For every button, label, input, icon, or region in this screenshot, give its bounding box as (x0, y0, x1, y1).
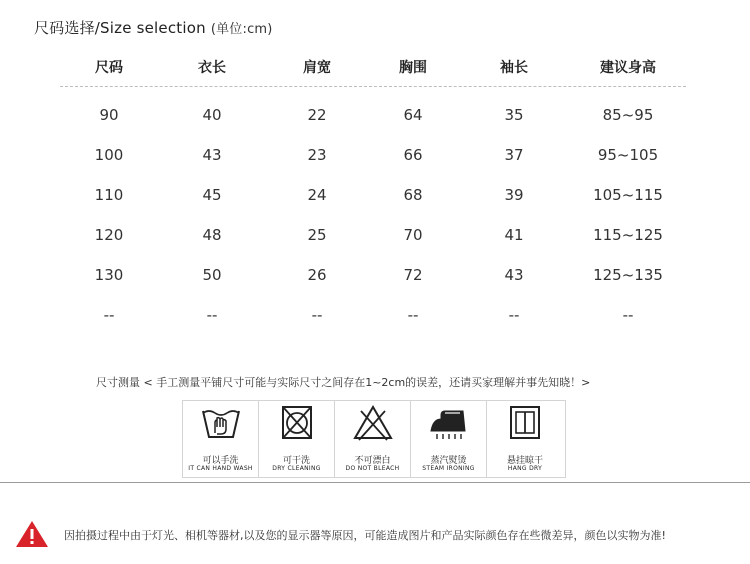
table-cell: 125~135 (593, 266, 663, 284)
care-label-en: STEAM IRONING (422, 465, 475, 472)
table-cell: 110 (94, 186, 124, 204)
table-cell: 85~95 (602, 106, 654, 124)
table-cell: 68 (403, 186, 423, 204)
no-bleach-icon (353, 405, 393, 441)
table-cell: 64 (403, 106, 423, 124)
table-cell: 37 (504, 146, 524, 164)
table-cell: 115~125 (593, 226, 663, 244)
table-cell: 43 (504, 266, 524, 284)
measurement-note: 尺寸测量 < 手工测量平铺尺寸可能与实际尺寸之间存在1~2cm的误差，还请买家理解并事先知晓！> (96, 376, 591, 389)
header-shoulder: 肩宽 (303, 60, 331, 76)
table-cell: 66 (403, 146, 423, 164)
table-cell: 22 (307, 106, 327, 124)
table-row (60, 175, 686, 215)
table-cell: -- (407, 306, 419, 324)
care-item-hang-dry (487, 401, 563, 477)
care-item-dry-clean (259, 401, 335, 477)
page-title (34, 17, 273, 38)
table-cell: 90 (99, 106, 119, 124)
color-disclaimer: 因拍摄过程中由于灯光、相机等器材,以及您的显示器等原因，可能造成图片和产品实际颜色存在些微差异，颜色以实物为准! (64, 529, 666, 542)
table-cell: 35 (504, 106, 524, 124)
table-cell: -- (206, 306, 218, 324)
table-cell: 23 (307, 146, 327, 164)
table-cell: 41 (504, 226, 524, 244)
care-item-no-bleach (335, 401, 411, 477)
header-length: 衣长 (198, 60, 226, 76)
header-separator (60, 86, 686, 87)
care-label-cn: 悬挂晾干 (506, 456, 543, 466)
table-cell: 26 (307, 266, 327, 284)
table-row (60, 255, 686, 295)
care-label-en: DRY CLEANING (272, 465, 321, 472)
title-main: 尺码选择/Size selection (34, 19, 206, 37)
table-cell: 120 (94, 226, 124, 244)
table-cell: 130 (94, 266, 124, 284)
title-unit: (单位:cm) (210, 22, 273, 37)
table-row (60, 215, 686, 255)
table-cell: 24 (307, 186, 327, 204)
section-divider (0, 482, 750, 483)
size-table (60, 50, 686, 335)
care-label-cn: 可干洗 (282, 456, 310, 466)
care-label-en: DO NOT BLEACH (345, 465, 400, 472)
table-cell: 50 (202, 266, 222, 284)
care-label-cn: 不可漂白 (354, 456, 391, 466)
header-size: 尺码 (95, 60, 123, 76)
header-height: 建议身高 (600, 60, 656, 76)
table-cell: -- (508, 306, 520, 324)
table-row (60, 95, 686, 135)
hang-dry-icon (505, 405, 545, 441)
care-label-en: HANG DRY (507, 465, 543, 472)
table-cell: 70 (403, 226, 423, 244)
no-tumble-dry-icon (277, 405, 317, 441)
table-cell: 48 (202, 226, 222, 244)
steam-iron-icon (429, 405, 469, 441)
table-cell: 39 (504, 186, 524, 204)
table-cell: 72 (403, 266, 423, 284)
care-item-hand-wash (183, 401, 259, 477)
table-cell: 43 (202, 146, 222, 164)
table-cell: 105~115 (593, 186, 663, 204)
care-label-cn: 可以手洗 (202, 456, 239, 466)
care-label-en: IT CAN HAND WASH (188, 465, 253, 472)
warning-icon (14, 519, 50, 549)
table-cell: 100 (94, 146, 124, 164)
table-cell: -- (622, 306, 634, 324)
table-row (60, 295, 686, 335)
table-cell: 25 (307, 226, 327, 244)
table-row (60, 135, 686, 175)
table-cell: 95~105 (597, 146, 659, 164)
table-cell: -- (103, 306, 115, 324)
hand-wash-icon (201, 405, 241, 441)
header-chest: 胸围 (399, 60, 427, 76)
care-instructions (182, 400, 566, 478)
table-header (60, 50, 686, 86)
table-cell: 40 (202, 106, 222, 124)
care-item-steam-iron (411, 401, 487, 477)
table-cell: -- (311, 306, 323, 324)
table-cell: 45 (202, 186, 222, 204)
header-sleeve: 袖长 (500, 60, 528, 76)
care-label-cn: 蒸汽熨烫 (430, 456, 467, 466)
